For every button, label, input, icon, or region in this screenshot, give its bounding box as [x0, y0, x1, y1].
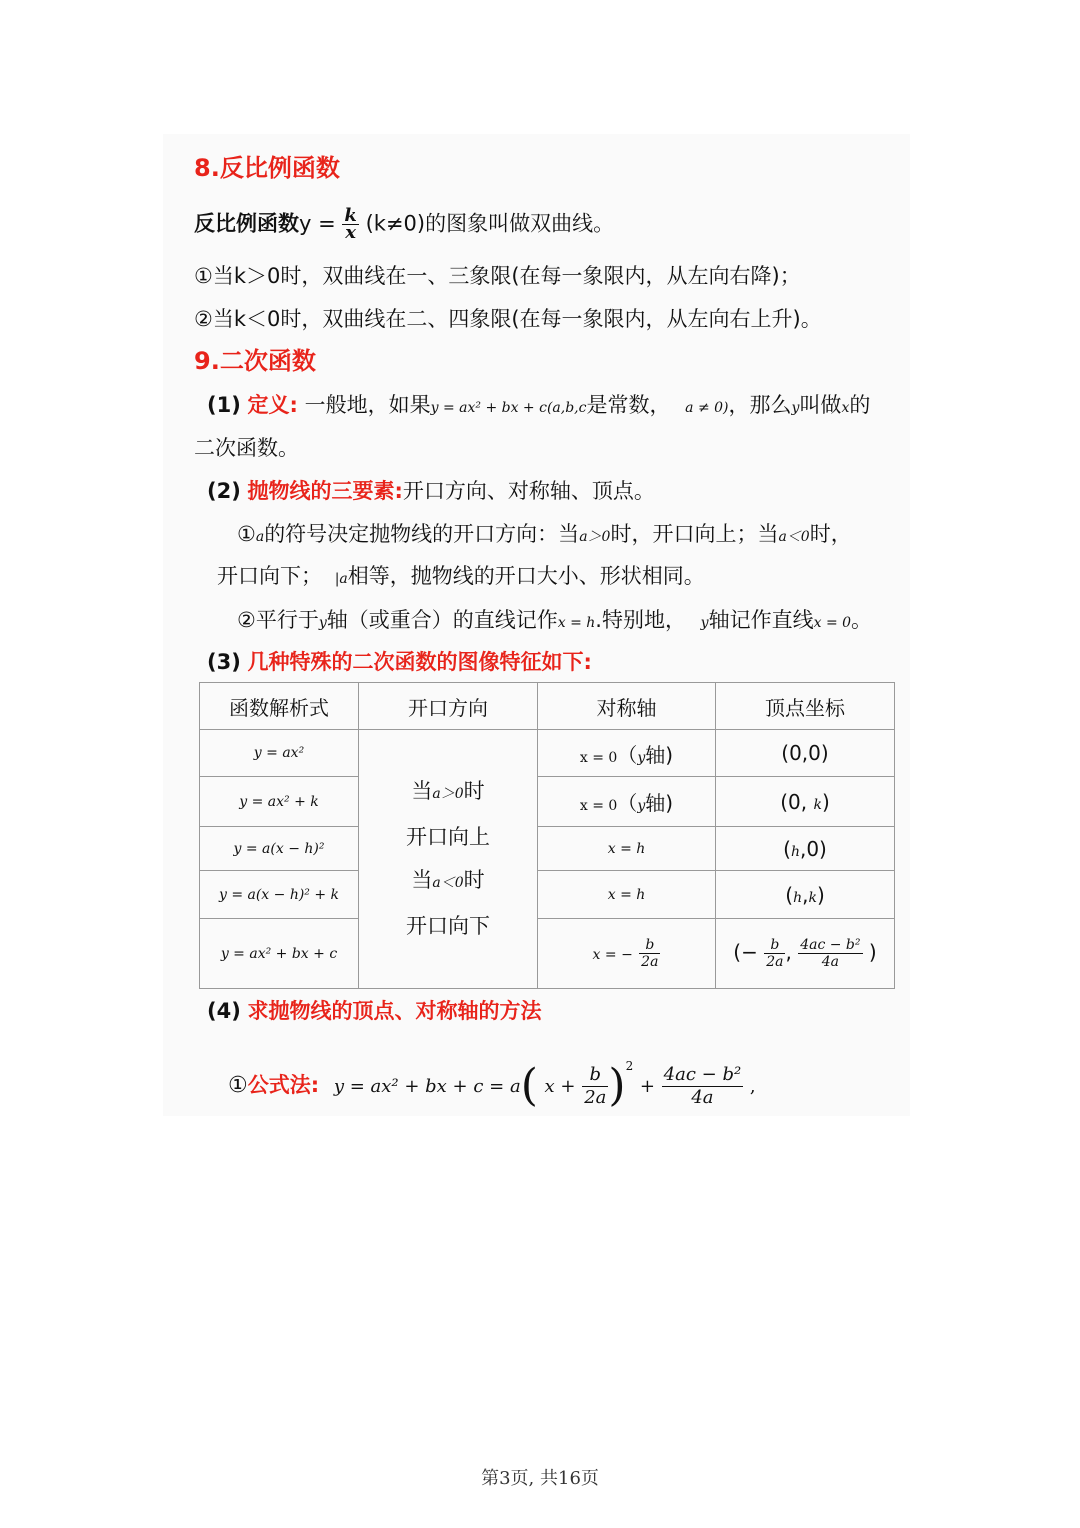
- elements-item-2: ②平行于y轴（或重合）的直线记作x = h.特别地， y轴记作直线x = 0。: [237, 608, 873, 632]
- table-row: [200, 871, 895, 919]
- quadratic-definition-cont: 二次函数。: [194, 436, 299, 460]
- three-elements: (2) 抛物线的三要素:开口方向、对称轴、顶点。: [207, 479, 655, 503]
- inverse-item-2: ②当k＜0时，双曲线在二、四象限(在每一象限内，从左向右上升)。: [194, 307, 822, 331]
- vertex-cell: (0, k): [716, 777, 895, 827]
- table-header: 函数解析式: [200, 683, 359, 730]
- right-paren: ): [608, 1060, 626, 1111]
- k-over-x-fraction: $\frac{k}{x}$: [344, 205, 357, 243]
- section-8-title: 8.反比例函数: [194, 154, 340, 182]
- inverse-definition: 反比例函数y = $\frac{k}{x}$ (k≠0)的图象叫做双曲线。: [194, 205, 615, 243]
- axis-cell: x = 0（y轴): [538, 730, 716, 777]
- table-header: 对称轴: [538, 683, 716, 730]
- open-direction-cell: 当a＞0时 开口向上 当a＜0时 开口向下: [359, 730, 538, 989]
- section-9-title: 9.二次函数: [194, 347, 316, 375]
- table-header: 开口方向: [359, 683, 538, 730]
- formula-method: ①公式法: y = ax² + bx + c = a( x + $\frac{b}{2a}$ )$^2$ + $\frac{\text{4ac − b²}}{4a}$ ,: [228, 1059, 756, 1111]
- vertex-method-heading: (4) 求抛物线的顶点、对称轴的方法: [207, 999, 542, 1023]
- vertex-cell: (− $\frac{b}{2a}$ , $\frac{\text{4ac − b²}}{4a}$ ): [716, 919, 895, 989]
- axis-cell: x = 0（y轴): [538, 777, 716, 827]
- left-paren: (: [520, 1060, 538, 1111]
- vertex-fraction-2: $\frac{\text{4ac − b²}}{4a}$: [800, 937, 861, 970]
- table-row: [200, 827, 895, 871]
- table-header-row: [200, 683, 895, 730]
- page-number: 第3页, 共16页: [481, 1468, 599, 1489]
- axis-cell: x = − $\frac{b}{2a}$: [538, 919, 716, 989]
- quadratic-table: [199, 682, 895, 989]
- vertex-cell: (0,0): [716, 730, 895, 777]
- special-cases-heading: (3) 几种特殊的二次函数的图像特征如下:: [207, 650, 592, 674]
- table-header: 顶点坐标: [716, 683, 895, 730]
- formula-cell: y = ax² + bx + c: [200, 919, 359, 989]
- inverse-item-1: ①当k＞0时，双曲线在一、三象限(在每一象限内，从左向右降)；: [194, 264, 801, 288]
- axis-cell: x = h: [538, 871, 716, 919]
- table-row: [200, 777, 895, 827]
- vertex-cell: (h,k): [716, 871, 895, 919]
- elements-item-1-cont: 开口向下； |a相等，抛物线的开口大小、形状相同。: [217, 564, 705, 588]
- elements-item-1: ①a的符号决定抛物线的开口方向：当a＞0时，开口向上；当a＜0时，: [237, 522, 852, 546]
- vertex-cell: (h,0): [716, 827, 895, 871]
- axis-fraction: $\frac{b}{2a}$: [641, 937, 659, 970]
- axis-cell: x = h: [538, 827, 716, 871]
- formula-cell: y = a(x − h)² + k: [200, 871, 359, 919]
- quadratic-definition: (1) 定义: 一般地，如果y = ax² + bx + c(a,b,c是常数， a ≠ 0)，那么y叫做x的: [207, 393, 871, 417]
- vertex-fraction-1: $\frac{b}{2a}$: [766, 937, 784, 970]
- formula-cell: y = ax²: [200, 730, 359, 777]
- table-row: [200, 919, 895, 989]
- table-row: [200, 730, 895, 777]
- discriminant-fraction: $\frac{\text{4ac − b²}}{4a}$: [663, 1063, 742, 1108]
- formula-cell: y = a(x − h)²: [200, 827, 359, 871]
- formula-cell: y = ax² + k: [200, 777, 359, 827]
- b-over-2a-fraction: $\frac{b}{2a}$: [584, 1063, 607, 1108]
